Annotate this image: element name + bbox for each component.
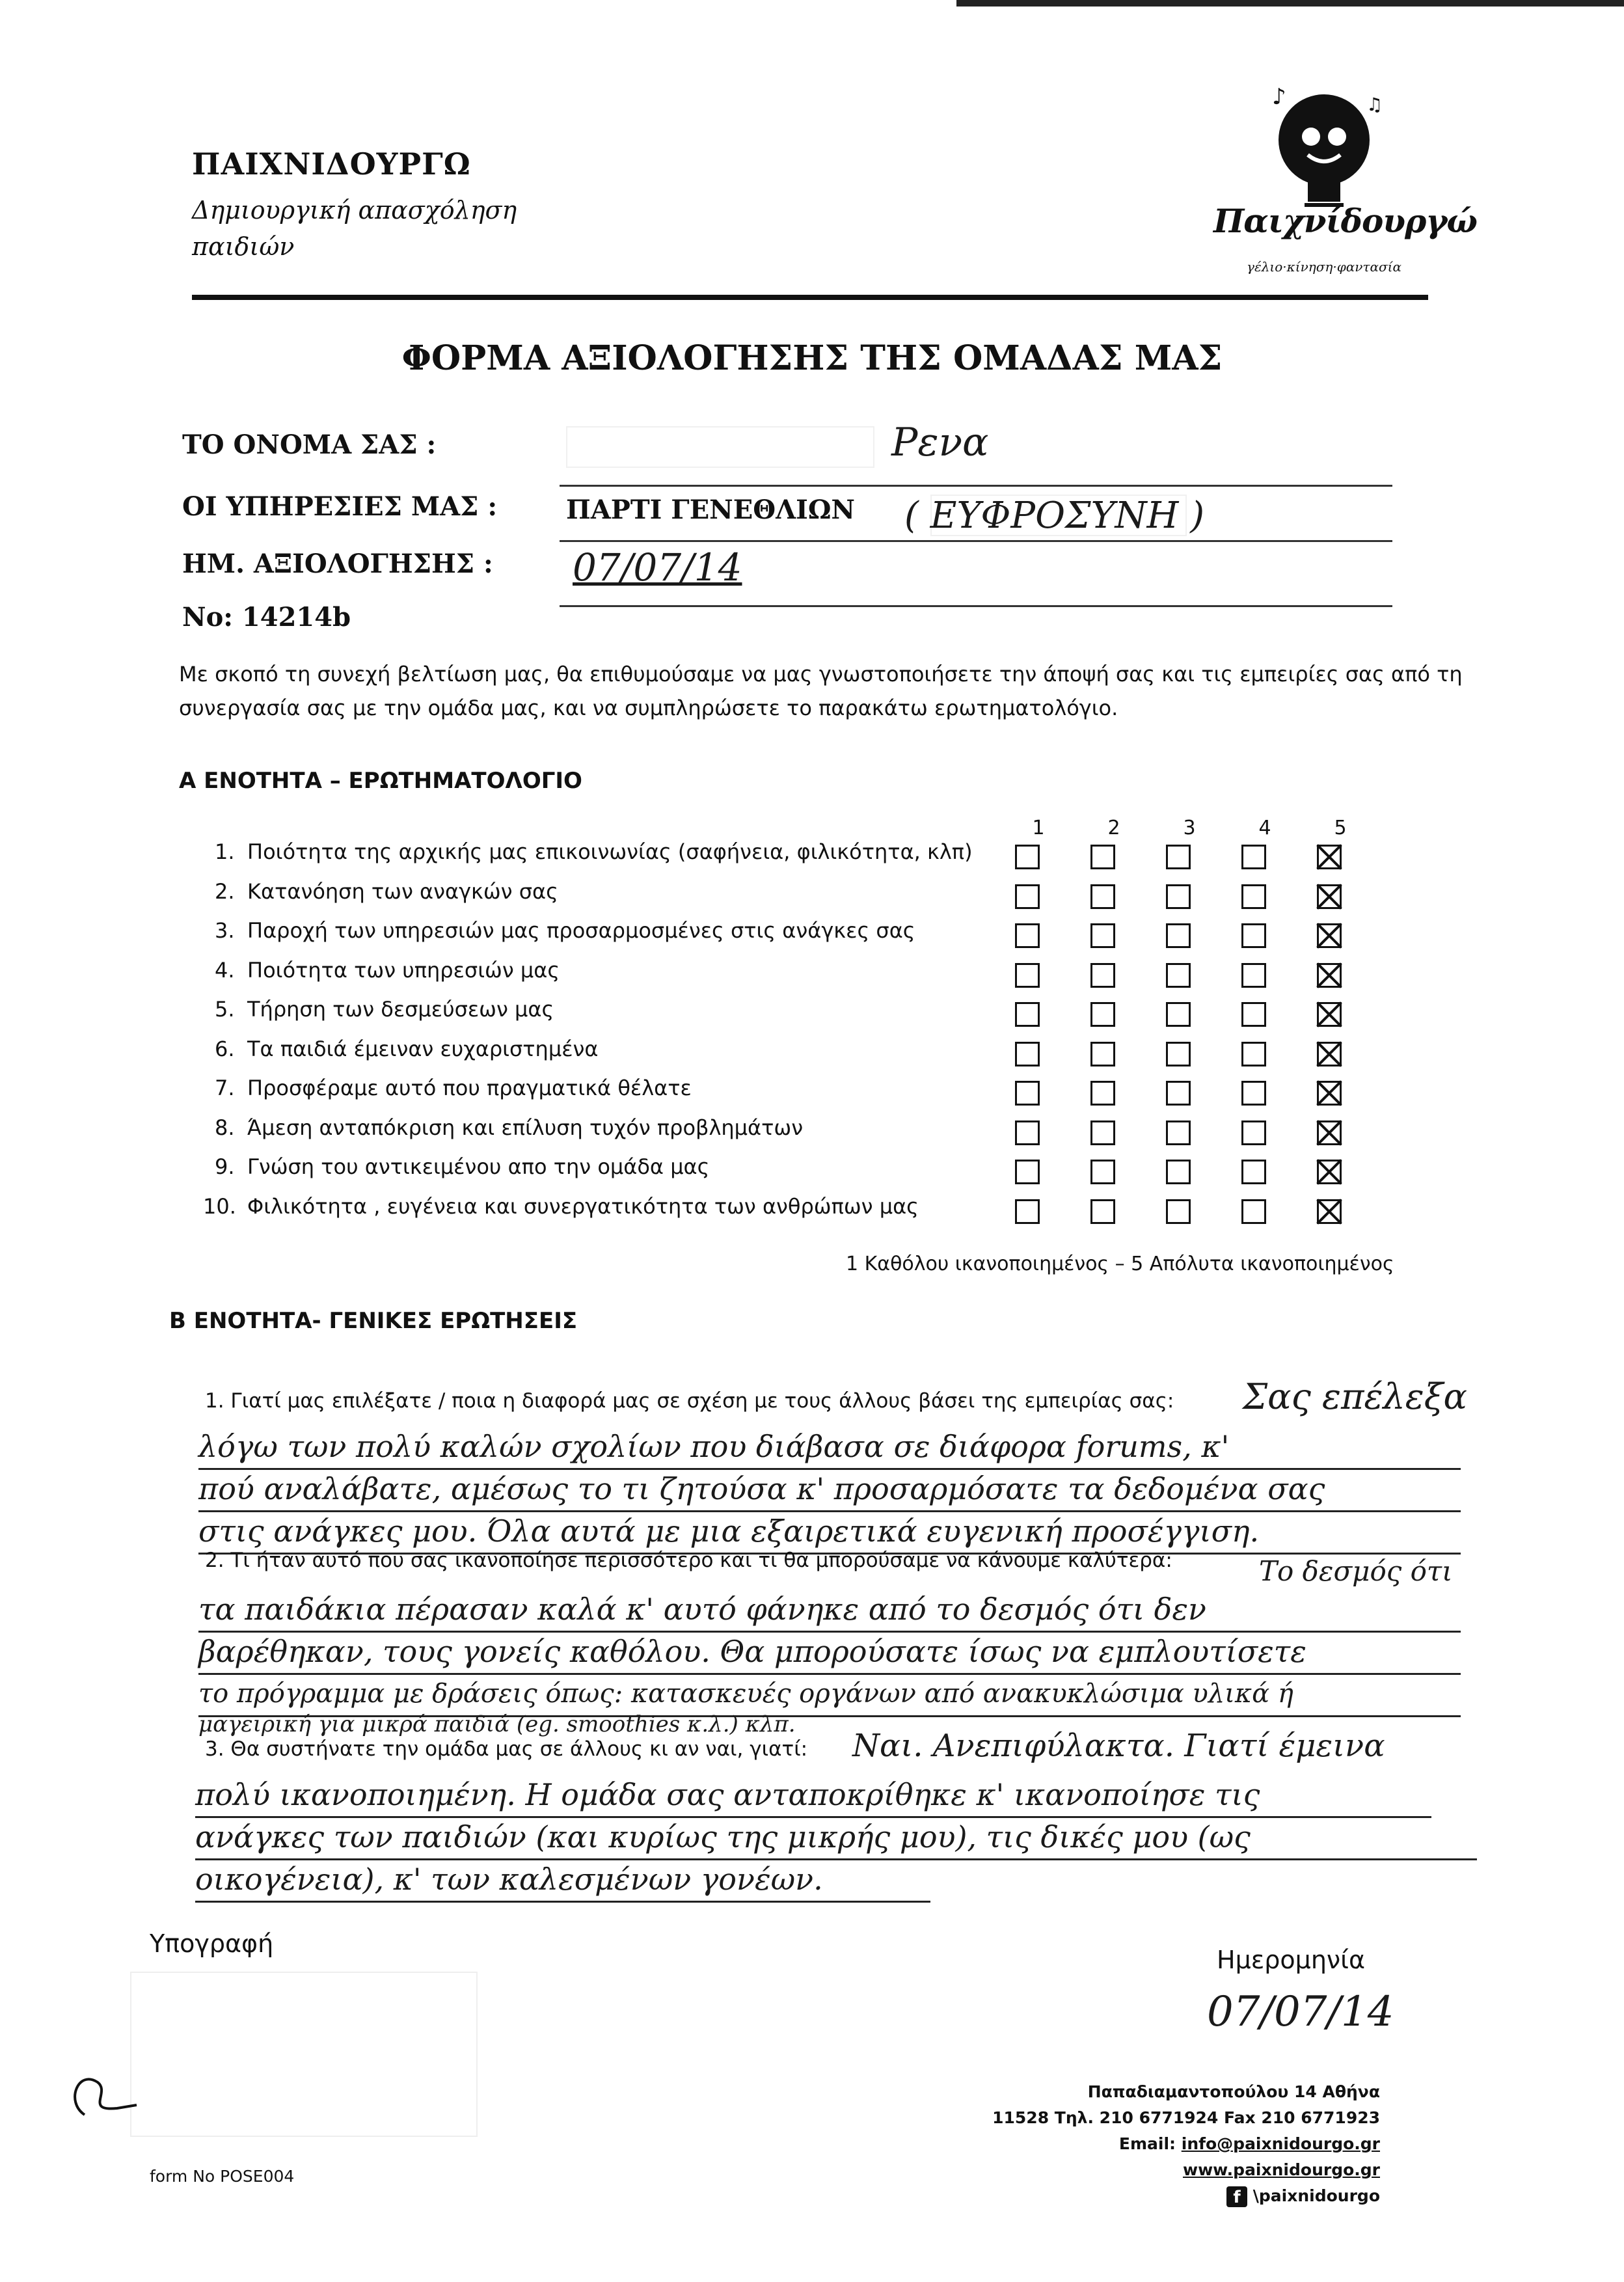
rating-checkbox-2[interactable]	[1090, 1002, 1115, 1027]
rating-checkbox-1[interactable]	[1015, 1042, 1040, 1066]
rating-checkbox-1[interactable]	[1015, 1002, 1040, 1027]
question-number: 6.	[215, 1037, 235, 1061]
question-text: Τήρηση των δεσμεύσεων μας	[247, 997, 554, 1022]
company-logo	[1217, 78, 1431, 280]
rating-checkbox-1[interactable]	[1015, 923, 1040, 948]
lightbulb-logo-icon	[1217, 78, 1431, 208]
col-3-header: 3	[1183, 817, 1196, 839]
question-text: Φιλικότητα , ευγένεια και συνεργατικότητα των ανθρώπων μας	[247, 1194, 919, 1219]
rating-checkbox-1[interactable]	[1015, 1121, 1040, 1145]
answer-2-line-3[interactable]: το πρόγραμμα με δράσεις όπως: κατασκευές οργάνων από ανακυκλώσιμα υλικά ή	[198, 1672, 1461, 1717]
rating-checkbox-4[interactable]	[1241, 1199, 1266, 1224]
col-4-header: 4	[1258, 817, 1271, 839]
svg-text:♪: ♪	[1272, 84, 1286, 110]
rating-checkbox-3[interactable]	[1166, 1199, 1191, 1224]
rating-checkbox-2[interactable]	[1090, 923, 1115, 948]
services-line	[560, 540, 1392, 542]
question-number: 10.	[203, 1194, 236, 1219]
rating-checkbox-2[interactable]	[1090, 963, 1115, 988]
answer-3-line-3[interactable]: οικογένεια), κ' των καλεσμένων γονέων.	[195, 1858, 930, 1903]
rating-checkbox-1[interactable]	[1015, 884, 1040, 909]
svg-text:♫: ♫	[1366, 94, 1383, 115]
rating-checkbox-3[interactable]	[1166, 845, 1191, 869]
email-line	[925, 2131, 1380, 2157]
general-question-2: 2. Τι ήταν αυτό που σας ικανοποίησε περισσότερο και τι θα μπορούσαμε να κάνουμε καλύτερα:	[205, 1549, 1172, 1572]
date-footer-label: Ημερομηνία	[1217, 1946, 1366, 1974]
question-text: Τα παιδιά έμειναν ευχαριστημένα	[247, 1037, 599, 1061]
rating-checkbox-3[interactable]	[1166, 1002, 1191, 1027]
logo-title: Παιχνίδουργώ	[1213, 202, 1477, 240]
rating-checkbox-2[interactable]	[1090, 1199, 1115, 1224]
services-label: ΟΙ ΥΠΗΡΕΣΙΕΣ ΜΑΣ :	[182, 491, 498, 522]
website-link[interactable]: www.paixnidourgo.gr	[1182, 2160, 1380, 2179]
question-number: 9.	[215, 1154, 235, 1179]
signature-scribble	[59, 2050, 228, 2128]
question-number: 5.	[215, 997, 235, 1022]
scale-note: 1 Καθόλου ικανοποιημένος – 5 Απόλυτα ικανοποιημένος	[846, 1253, 1394, 1275]
question-number: 4.	[215, 958, 235, 983]
services-handwritten[interactable]: ( ΕΥΦΡΟΣΥΝΗ )	[904, 495, 1205, 537]
signature-label: Υπογραφή	[150, 1929, 274, 1958]
question-number: 8.	[215, 1115, 235, 1140]
company-tagline	[192, 192, 556, 265]
rating-checkbox-5[interactable]	[1317, 963, 1342, 988]
date-label: ΗΜ. ΑΞΙΟΛΟΓΗΣΗΣ :	[182, 549, 493, 579]
answer-3-line-2[interactable]: ανάγκες των παιδιών (και κυρίως της μικρής μου), τις δικές μου (ως	[195, 1815, 1477, 1860]
rating-checkbox-3[interactable]	[1166, 884, 1191, 909]
rating-checkbox-2[interactable]	[1090, 1160, 1115, 1184]
question-text: Παροχή των υπηρεσιών μας προσαρμοσμένες στις ανάγκες σας	[247, 918, 915, 943]
question-text: Άμεση ανταπόκριση και επίλυση τυχόν προβλημάτων	[247, 1115, 804, 1140]
intro-text: Με σκοπό τη συνεχή βελτίωση μας, θα επιθυμούσαμε να μας γνωστοποιήσετε την άποψή σας και τις εμπειρίες σας από τη συνεργασία σας με την ομάδα μας, και να συμπληρώσετε το παρακάτω ερωτηματολόγιο.	[179, 662, 1463, 720]
question-text: Προσφέραμε αυτό που πραγματικά θέλατε	[247, 1076, 692, 1100]
col-5-header: 5	[1334, 817, 1347, 839]
rating-checkbox-5[interactable]	[1317, 1121, 1342, 1145]
question-text: Ποιότητα των υπηρεσιών μας	[247, 958, 560, 983]
email-label: Email:	[1118, 2134, 1182, 2153]
rating-checkbox-4[interactable]	[1241, 923, 1266, 948]
date-footer-value[interactable]: 07/07/14	[1207, 1988, 1394, 2036]
address-line: Παπαδιαμαντοπούλου 14 Αθήνα	[1087, 2082, 1380, 2101]
rating-checkbox-5[interactable]	[1317, 923, 1342, 948]
rating-checkbox-4[interactable]	[1241, 1121, 1266, 1145]
rating-checkbox-2[interactable]	[1090, 1042, 1115, 1066]
facebook-handle: \paixnidourgo	[1252, 2186, 1380, 2205]
form-number: form No POSE004	[150, 2167, 295, 2186]
col-2-header: 2	[1107, 817, 1120, 839]
rating-checkbox-4[interactable]	[1241, 845, 1266, 869]
question-text: Ποιότητα της αρχικής μας επικοινωνίας (σαφήνεια, φιλικότητα, κλπ)	[247, 839, 973, 864]
logo-subtitle: γέλιο·κίνηση·φαντασία	[1247, 259, 1401, 275]
form-title: ΦΟΡΜΑ ΑΞΙΟΛΟΓΗΣΗΣ ΤΗΣ ΟΜΑΔΑΣ ΜΑΣ	[401, 338, 1223, 378]
answer-3-start[interactable]: Ναι. Ανεπιφύλακτα. Γιατί έμεινα	[852, 1728, 1385, 1764]
rating-checkbox-5[interactable]	[1317, 884, 1342, 909]
rating-checkbox-4[interactable]	[1241, 963, 1266, 988]
rating-checkbox-1[interactable]	[1015, 1160, 1040, 1184]
number-label: No: 14214b	[182, 602, 351, 632]
rating-checkbox-3[interactable]	[1166, 1081, 1191, 1106]
rating-checkbox-5[interactable]	[1317, 1002, 1342, 1027]
general-question-1: 1. Γιατί μας επιλέξατε / ποια η διαφορά μας σε σχέση με τους άλλους βάσει της εμπειρίας σας:	[205, 1389, 1174, 1413]
rating-checkbox-2[interactable]	[1090, 884, 1115, 909]
header-divider	[192, 295, 1428, 300]
answer-1-line-1[interactable]: λόγω των πολύ καλών σχολίων που διάβασα σε διάφορα forums, κ'	[198, 1425, 1461, 1470]
question-number: 2.	[215, 879, 235, 904]
phone-line: 11528 Τηλ. 210 6771924 Fax 210 6771923	[992, 2108, 1380, 2127]
answer-2-line-1[interactable]: τα παιδάκια πέρασαν καλά κ' αυτό φάνηκε από το δεσμός ότι δεν	[198, 1588, 1461, 1633]
answer-2-start[interactable]: Το δεσμός ότι	[1259, 1555, 1453, 1587]
answer-2-line-4[interactable]: μαγειρική για μικρά παιδιά (eg. smoothies κ.λ.) κλπ.	[198, 1711, 796, 1737]
rating-checkbox-3[interactable]	[1166, 963, 1191, 988]
name-redacted	[566, 426, 874, 468]
rating-checkbox-5[interactable]	[1317, 1081, 1342, 1106]
rating-checkbox-4[interactable]	[1241, 1081, 1266, 1106]
rating-checkbox-5[interactable]	[1317, 1199, 1342, 1224]
company-name: ΠΑΙΧΝΙΔΟΥΡΓΩ	[192, 146, 471, 182]
col-1-header: 1	[1032, 817, 1045, 839]
answer-1-start[interactable]: Σας επέλεξα	[1243, 1376, 1467, 1417]
question-text: Κατανόηση των αναγκών σας	[247, 879, 558, 904]
rating-checkbox-4[interactable]	[1241, 1042, 1266, 1066]
name-value[interactable]: Ρενα	[891, 420, 989, 465]
rating-checkbox-3[interactable]	[1166, 1042, 1191, 1066]
tagline-line-2: παιδιών	[192, 232, 295, 261]
top-edge-bar	[956, 0, 1624, 7]
email-link[interactable]: info@paixnidourgo.gr	[1181, 2134, 1380, 2153]
rating-checkbox-4[interactable]	[1241, 1160, 1266, 1184]
general-question-3: 3. Θα συστήνατε την ομάδα μας σε άλλους κι αν ναι, γιατί:	[205, 1737, 808, 1761]
rating-checkbox-1[interactable]	[1015, 963, 1040, 988]
date-line	[560, 605, 1392, 607]
name-label: ΤΟ ΟΝΟΜΑ ΣΑΣ :	[182, 429, 437, 460]
facebook-line[interactable]	[925, 2183, 1380, 2209]
name-line	[560, 485, 1392, 487]
answer-1-line-3[interactable]: στις ανάγκες μου. Όλα αυτά με μια εξαιρετικά ευγενική προσέγγιση.	[198, 1510, 1461, 1555]
answer-1-line-2[interactable]: πού αναλάβατε, αμέσως το τι ζητούσα κ' προσαρμόσατε τα δεδομένα σας	[198, 1467, 1461, 1512]
rating-checkbox-1[interactable]	[1015, 845, 1040, 869]
rating-checkbox-2[interactable]	[1090, 1081, 1115, 1106]
rating-checkbox-1[interactable]	[1015, 1081, 1040, 1106]
rating-checkbox-2[interactable]	[1090, 845, 1115, 869]
facebook-icon: f	[1226, 2186, 1247, 2207]
rating-checkbox-3[interactable]	[1166, 1121, 1191, 1145]
contact-block	[925, 2079, 1380, 2209]
date-value[interactable]: 07/07/14	[573, 545, 742, 590]
question-number: 3.	[215, 918, 235, 943]
rating-checkbox-4[interactable]	[1241, 884, 1266, 909]
rating-checkbox-5[interactable]	[1317, 845, 1342, 869]
question-text: Γνώση του αντικειμένου απο την ομάδα μας	[247, 1154, 710, 1179]
rating-checkbox-1[interactable]	[1015, 1199, 1040, 1224]
rating-checkbox-3[interactable]	[1166, 1160, 1191, 1184]
rating-checkbox-2[interactable]	[1090, 1121, 1115, 1145]
question-number: 1.	[215, 839, 235, 864]
tagline-line-1: Δημιουργική απασχόληση	[192, 196, 517, 224]
answer-3-line-1[interactable]: πολύ ικανοποιημένη. Η ομάδα σας ανταποκρίθηκε κ' ικανοποίησε τις	[195, 1773, 1431, 1818]
rating-checkbox-3[interactable]	[1166, 923, 1191, 948]
answer-2-line-2[interactable]: βαρέθηκαν, τους γονείς καθόλου. Θα μπορούσατε ίσως να εμπλουτίσετε	[198, 1630, 1461, 1675]
section-b-title: Β ΕΝΟΤΗΤΑ- ΓΕΝΙΚΕΣ ΕΡΩΤΗΣΕΙΣ	[169, 1308, 578, 1334]
rating-checkbox-5[interactable]	[1317, 1160, 1342, 1184]
services-value: ΠΑΡΤΙ ΓΕΝΕΘΛΙΩΝ	[566, 495, 855, 525]
rating-checkbox-4[interactable]	[1241, 1002, 1266, 1027]
section-a-title: Α ΕΝΟΤΗΤΑ – ΕΡΩΤΗΜΑΤΟΛΟΓΙΟ	[179, 768, 582, 794]
rating-checkbox-5[interactable]	[1317, 1042, 1342, 1066]
question-number: 7.	[215, 1076, 235, 1100]
